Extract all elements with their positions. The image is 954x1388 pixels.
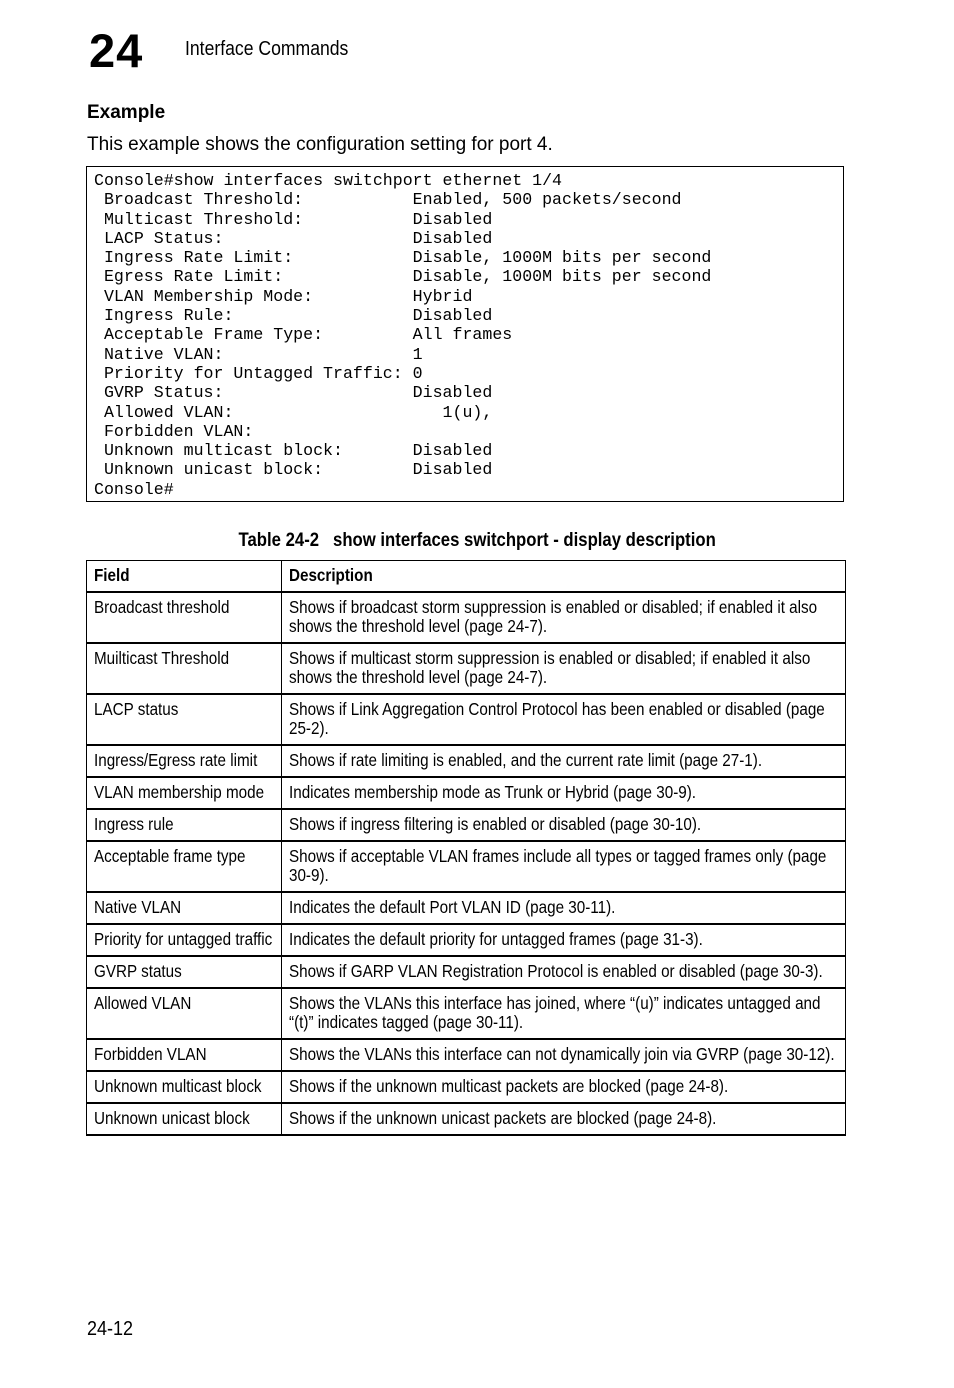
field-description: Indicates membership mode as Trunk or Hybrid (page 30-9). [289, 782, 697, 802]
console-example [86, 166, 844, 502]
console-line: Unknown unicast block: Disabled [94, 460, 493, 480]
console-line: Broadcast Threshold: Enabled, 500 packets/second [94, 190, 682, 210]
table-caption [0, 530, 954, 552]
description-table [86, 560, 846, 1136]
chapter-title: Interface Commands [185, 38, 349, 60]
field-description: Shows if ingress filtering is enabled or disabled (page 30-10). [289, 814, 702, 834]
field-name: Priority for untagged traffic [94, 929, 273, 949]
console-line: Ingress Rate Limit: Disable, 1000M bits per second [94, 248, 712, 268]
console-line: Priority for Untagged Traffic: 0 [94, 363, 423, 383]
field-description: Shows if multicast storm suppression is enabled or disabled; if enabled it also shows the threshold level (page 24-7). [289, 648, 811, 687]
table-row [87, 777, 846, 809]
field-description: Shows if acceptable VLAN frames include all types or tagged frames only (page 30-9). [289, 846, 827, 885]
field-name: Ingress/Egress rate limit [94, 750, 258, 770]
field-name: Muilticast Threshold [94, 648, 230, 668]
page-number [87, 1318, 138, 1341]
console-line: Ingress Rule: Disabled [94, 306, 493, 326]
table-row [87, 694, 846, 745]
description-cell [282, 745, 846, 777]
description-cell [282, 1103, 846, 1135]
description-cell [282, 694, 846, 745]
console-line: VLAN Membership Mode: Hybrid [94, 286, 473, 306]
field-name: Broadcast threshold [94, 597, 230, 617]
field-description: Shows if Link Aggregation Control Protocol has been enabled or disabled (page 25-2). [289, 699, 825, 738]
table-row [87, 892, 846, 924]
field-name: Forbidden VLAN [94, 1044, 207, 1064]
table-row [87, 924, 846, 956]
field-description: Shows if the unknown unicast packets are blocked (page 24-8). [289, 1108, 717, 1128]
table-row [87, 1103, 846, 1135]
console-line: Multicast Threshold: Disabled [94, 209, 493, 229]
description-cell [282, 956, 846, 988]
table-row [87, 988, 846, 1039]
console-output [94, 171, 843, 499]
description-cell [282, 643, 846, 694]
field-cell [87, 1103, 282, 1135]
chapter-number: 24 [89, 24, 144, 77]
console-line: Console#show interfaces switchport ethernet 1/4 [94, 171, 563, 190]
field-name: LACP status [94, 699, 179, 719]
table-row [87, 956, 846, 988]
description-cell [282, 841, 846, 892]
header-field-label: Field [94, 565, 130, 585]
field-name: Native VLAN [94, 897, 182, 917]
console-line: Egress Rate Limit: Disable, 1000M bits per second [94, 267, 712, 287]
table-row [87, 592, 846, 643]
table-row [87, 643, 846, 694]
description-cell [282, 777, 846, 809]
field-description: Shows if GARP VLAN Registration Protocol is enabled or disabled (page 30-3). [289, 961, 823, 981]
field-cell [87, 988, 282, 1039]
description-cell [282, 988, 846, 1039]
field-cell [87, 694, 282, 745]
field-description: Shows if rate limiting is enabled, and the current rate limit (page 27-1). [289, 750, 763, 770]
console-line: LACP Status: Disabled [94, 228, 493, 248]
field-cell [87, 841, 282, 892]
field-cell [87, 956, 282, 988]
description-cell [282, 1039, 846, 1071]
field-name: Allowed VLAN [94, 993, 192, 1013]
field-name: GVRP status [94, 961, 182, 981]
field-description: Shows if broadcast storm suppression is enabled or disabled; if enabled it also shows the threshold level (page 24-7). [289, 597, 818, 636]
header-field [87, 561, 282, 593]
description-cell [282, 809, 846, 841]
field-name: Ingress rule [94, 814, 174, 834]
description-cell [282, 924, 846, 956]
intro-paragraph: This example shows the configuration setting for port 4. [87, 134, 553, 155]
console-line: Native VLAN: 1 [94, 344, 423, 364]
section-heading: Example [87, 102, 166, 123]
table-row [87, 745, 846, 777]
console-line: Unknown multicast block: Disabled [94, 441, 493, 461]
console-line: Acceptable Frame Type: All frames [94, 325, 513, 345]
page-number-text: 24-12 [87, 1318, 134, 1340]
table-row [87, 841, 846, 892]
field-cell [87, 745, 282, 777]
header-description [282, 561, 846, 593]
field-description: Indicates the default priority for untagged frames (page 31-3). [289, 929, 703, 949]
table-row [87, 1071, 846, 1103]
description-cell [282, 892, 846, 924]
header-description-label: Description [289, 565, 373, 585]
field-name: Acceptable frame type [94, 846, 246, 866]
field-description: Shows the VLANs this interface has joined, where “(u)” indicates untagged and “(t)” indicates tagged (page 30-11). [289, 993, 821, 1032]
table-header-row [87, 561, 846, 593]
field-cell [87, 777, 282, 809]
field-cell [87, 643, 282, 694]
console-line: Allowed VLAN: 1(u), [94, 402, 493, 422]
field-name: Unknown unicast block [94, 1108, 250, 1128]
field-name: VLAN membership mode [94, 782, 265, 802]
field-cell [87, 1071, 282, 1103]
description-cell [282, 592, 846, 643]
table-row [87, 1039, 846, 1071]
field-description: Shows if the unknown multicast packets are blocked (page 24-8). [289, 1076, 729, 1096]
console-line: Console# [94, 479, 174, 499]
field-description: Shows the VLANs this interface can not dynamically join via GVRP (page 30-12). [289, 1044, 835, 1064]
table-row [87, 809, 846, 841]
description-cell [282, 1071, 846, 1103]
console-line: GVRP Status: Disabled [94, 383, 493, 403]
table-caption-text: Table 24-2 show interfaces switchport - display description [238, 530, 716, 551]
field-cell [87, 592, 282, 643]
field-cell [87, 924, 282, 956]
field-cell [87, 809, 282, 841]
field-name: Unknown multicast block [94, 1076, 262, 1096]
field-description: Indicates the default Port VLAN ID (page 30-11). [289, 897, 616, 917]
field-cell [87, 1039, 282, 1071]
field-cell [87, 892, 282, 924]
console-line: Forbidden VLAN: [94, 421, 254, 441]
